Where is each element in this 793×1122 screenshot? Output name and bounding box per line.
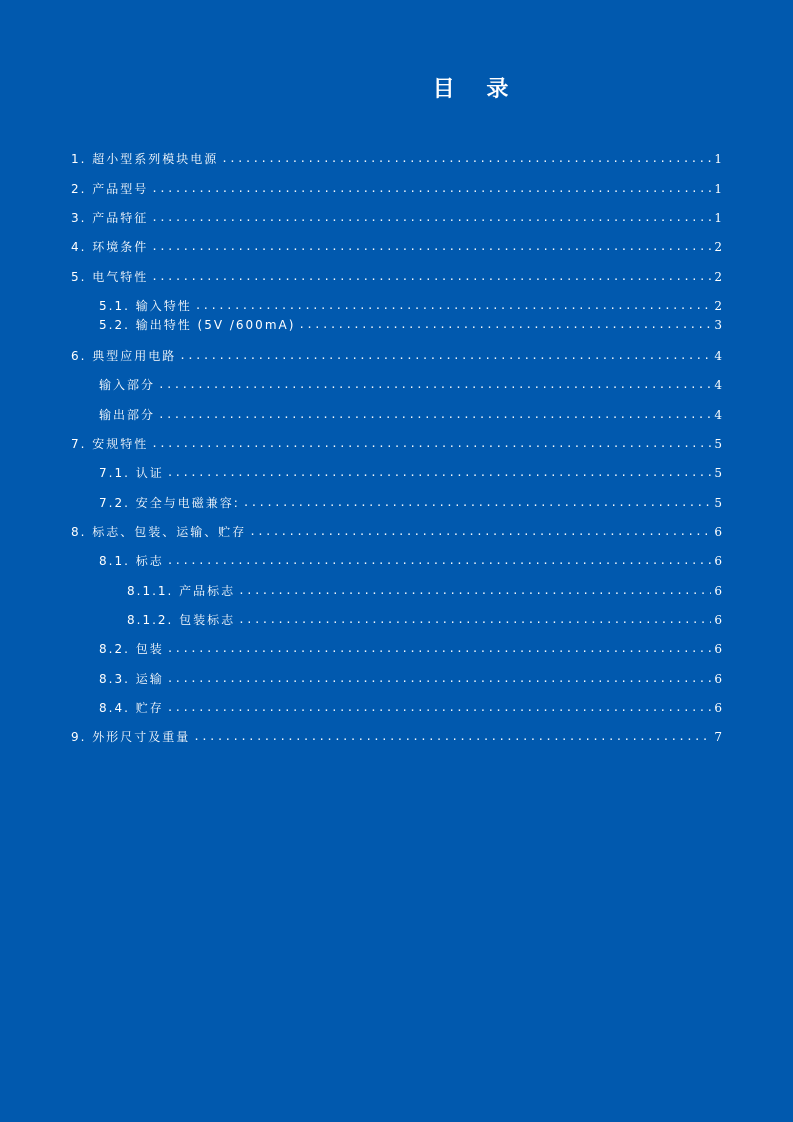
toc-page-number: 5 <box>714 496 722 510</box>
toc-entry[interactable] <box>71 582 722 600</box>
toc-entry[interactable] <box>71 238 722 256</box>
toc-entry-label: 8.1.2. 包装标志 <box>127 613 236 627</box>
toc-page-number: 5 <box>714 437 722 451</box>
toc-entry-label: 6. 典型应用电路 <box>71 349 177 363</box>
toc-entry-label: 7.2. 安全与电磁兼容: <box>99 496 240 510</box>
toc-dot-leader <box>167 464 711 482</box>
toc-entry-label: 8.2. 包装 <box>99 642 164 656</box>
toc-entry[interactable] <box>71 494 722 512</box>
toc-page-number: 1 <box>714 211 722 225</box>
toc-dot-leader <box>238 611 711 629</box>
toc-entry-label: 4. 环境条件 <box>71 240 149 254</box>
toc-page-number: 1 <box>714 152 722 166</box>
toc-page-number: 1 <box>714 182 722 196</box>
toc-entry[interactable] <box>71 376 722 394</box>
toc-entry-label: 8.3. 运输 <box>99 672 164 686</box>
toc-entry-label: 8. 标志、包装、运输、贮存 <box>71 525 247 539</box>
toc-entry-label: 输入部分 <box>99 378 156 392</box>
toc-page-number: 2 <box>714 270 722 284</box>
toc-entry-label: 9. 外形尺寸及重量 <box>71 730 191 744</box>
toc-entry-label: 8.1. 标志 <box>99 554 164 568</box>
toc-entry[interactable] <box>71 297 722 315</box>
toc-dot-leader <box>151 435 711 453</box>
toc-entry-label: 3. 产品特征 <box>71 211 149 225</box>
toc-page-number: 6 <box>714 525 722 539</box>
toc-dot-leader <box>151 238 711 256</box>
toc-page-number: 4 <box>714 408 722 422</box>
toc-entry-label: 2. 产品型号 <box>71 182 149 196</box>
toc-dot-leader <box>167 552 711 570</box>
toc-page-number: 6 <box>714 672 722 686</box>
toc-dot-leader <box>158 406 711 424</box>
toc-dot-leader <box>167 699 711 717</box>
toc-entry[interactable] <box>71 464 722 482</box>
toc-entry-label: 5. 电气特性 <box>71 270 149 284</box>
toc-page-number: 2 <box>714 299 722 313</box>
toc-dot-leader <box>238 582 711 600</box>
toc-entry[interactable] <box>71 699 722 717</box>
toc-dot-leader <box>179 347 711 365</box>
toc-entry-label: 8.4. 贮存 <box>99 701 164 715</box>
toc-page-number: 6 <box>714 642 722 656</box>
toc-entry[interactable] <box>71 268 722 286</box>
toc-entry[interactable] <box>71 316 722 334</box>
toc-entry-label: 5.2. 输出特性 (5V /600mA) <box>99 318 296 332</box>
page-title: 目 录 <box>432 77 521 102</box>
toc-dot-leader <box>167 640 711 658</box>
toc-page-number: 6 <box>714 613 722 627</box>
toc-dot-leader <box>243 494 711 512</box>
toc-dot-leader <box>221 150 711 168</box>
toc-page-number: 2 <box>714 240 722 254</box>
toc-entry-label: 7.1. 认证 <box>99 466 164 480</box>
toc-page-number: 6 <box>714 554 722 568</box>
toc-dot-leader <box>151 180 711 198</box>
toc-dot-leader <box>151 268 711 286</box>
toc-entry[interactable] <box>71 347 722 365</box>
toc-entry[interactable] <box>71 150 722 168</box>
toc-dot-leader <box>167 670 711 688</box>
toc-entry-label: 5.1. 输入特性 <box>99 299 192 313</box>
toc-entry[interactable] <box>71 611 722 629</box>
toc-entry[interactable] <box>71 209 722 227</box>
toc-entry[interactable] <box>71 180 722 198</box>
toc-page-number: 5 <box>714 466 722 480</box>
toc-entry-label: 7. 安规特性 <box>71 437 149 451</box>
toc-entry[interactable] <box>71 640 722 658</box>
toc-page-number: 4 <box>714 349 722 363</box>
toc-dot-leader <box>158 376 711 394</box>
toc-dot-leader <box>195 297 711 315</box>
toc-entry[interactable] <box>71 523 722 541</box>
toc-page-number: 4 <box>714 378 722 392</box>
toc-page-number: 7 <box>714 730 722 744</box>
toc-dot-leader <box>151 209 711 227</box>
toc-page-number: 6 <box>714 701 722 715</box>
toc-dot-leader <box>193 728 711 746</box>
toc-dot-leader <box>249 523 711 541</box>
toc-entry[interactable] <box>71 728 722 746</box>
toc-page-number: 6 <box>714 584 722 598</box>
toc-entry[interactable] <box>71 406 722 424</box>
toc-entry-label: 8.1.1. 产品标志 <box>127 584 236 598</box>
toc-entry-label: 1. 超小型系列模块电源 <box>71 152 219 166</box>
toc-page-number: 3 <box>714 318 722 332</box>
toc-entry-label: 输出部分 <box>99 408 156 422</box>
toc-dot-leader <box>298 316 711 334</box>
toc-entry[interactable] <box>71 435 722 453</box>
toc-entry[interactable] <box>71 552 722 570</box>
toc-entry[interactable] <box>71 670 722 688</box>
